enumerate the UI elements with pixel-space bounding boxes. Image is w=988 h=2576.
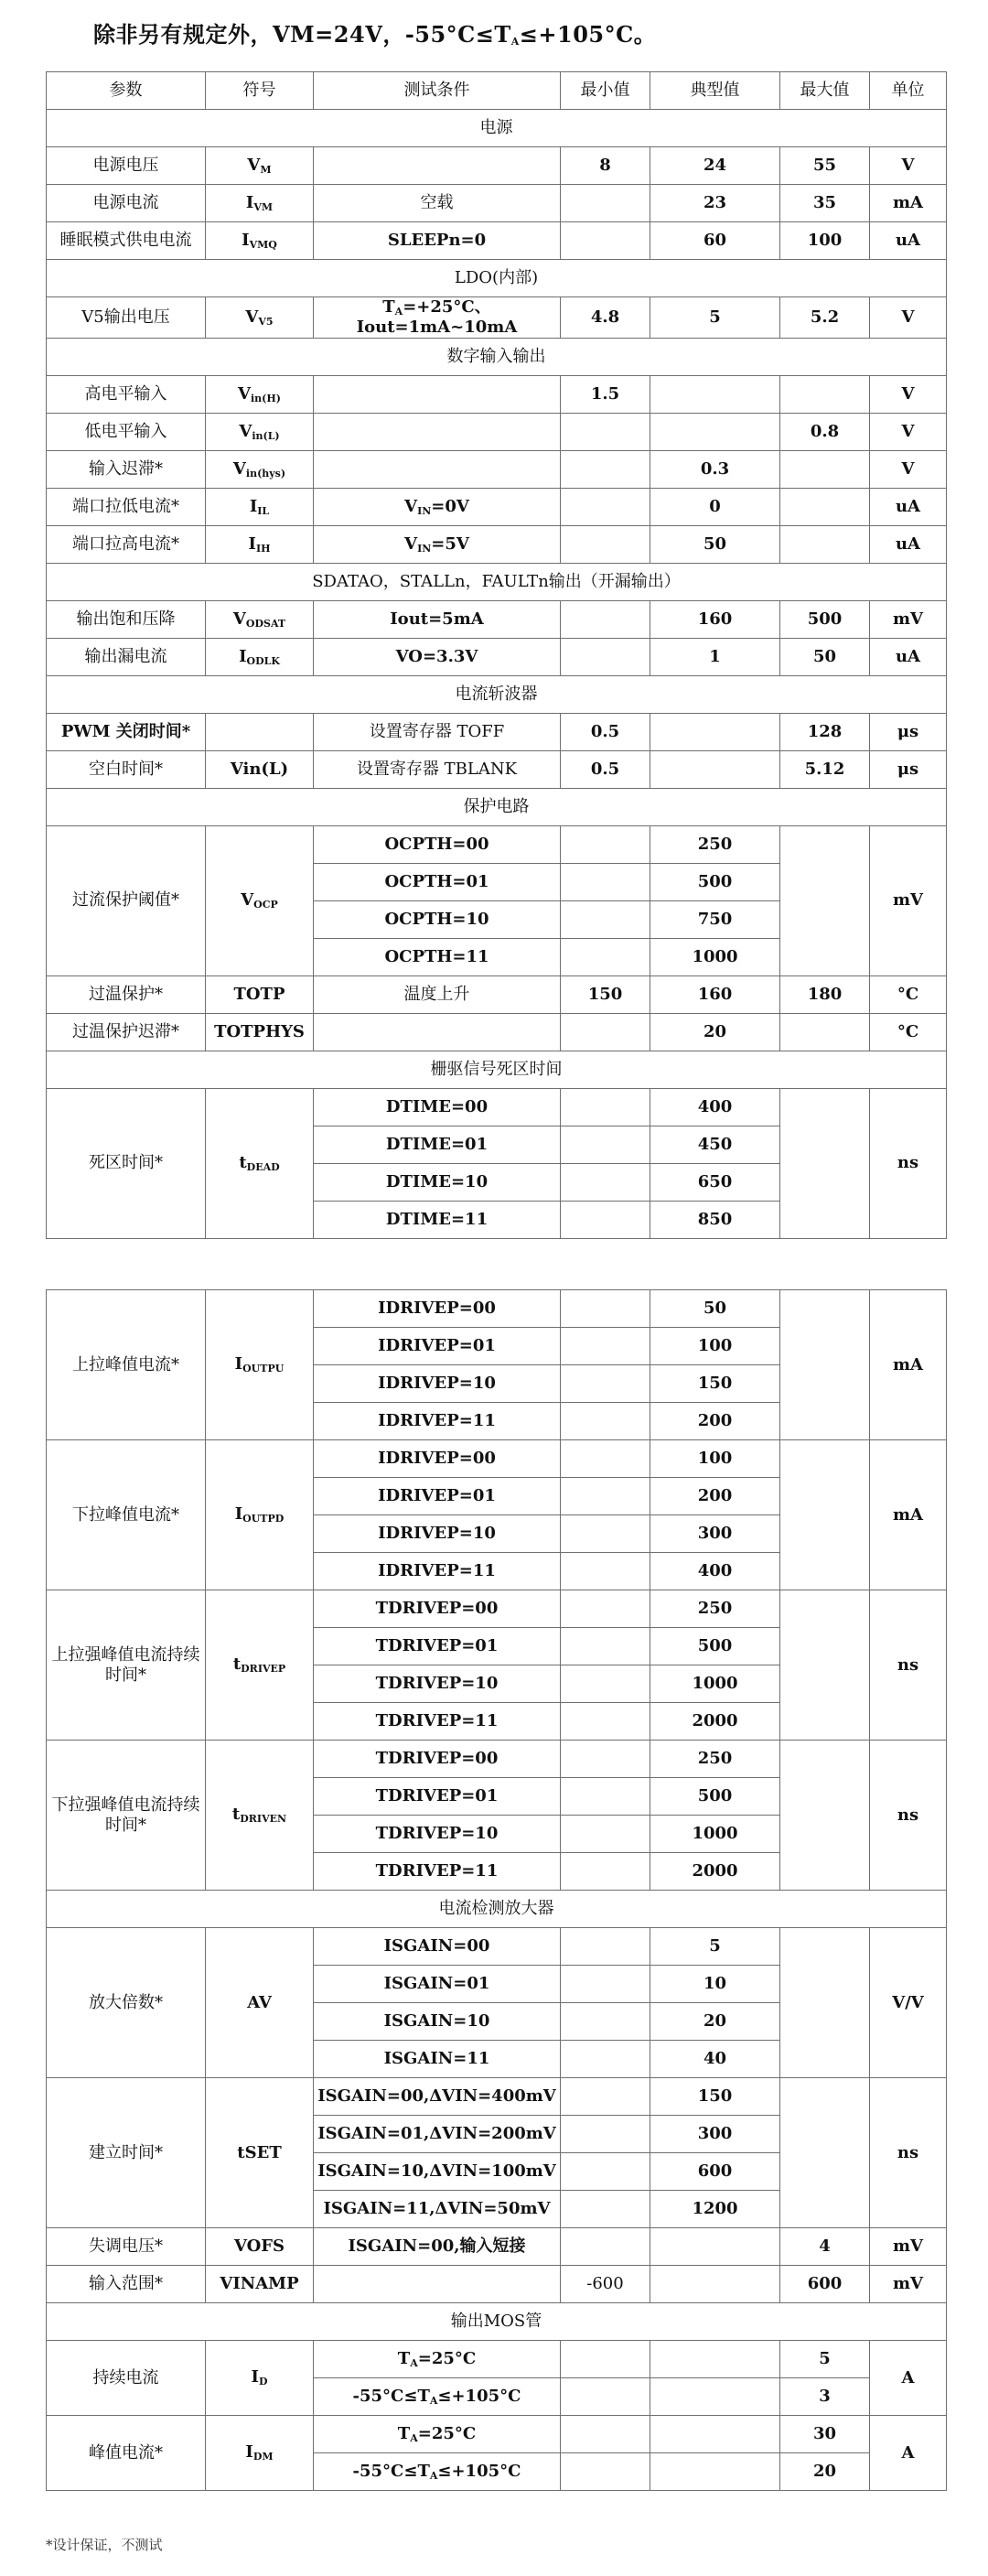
section-chopper: 电流斩波器 [47,675,947,713]
table-row: 过温保护迟滞* TOTPHYS 20 °C [47,1013,947,1051]
table-row: 输出漏电流 $I_{ODLK}$ VO=3.3V 1 50 uA [47,638,947,675]
table-row: 空白时间* Vin(L) 设置寄存器 TBLANK 0.5 5.12 μs [47,750,947,788]
table-row: 放大倍数* AV ISGAIN=00 5 V/V [47,1928,947,1966]
col-header-max: 最大值 [780,72,870,110]
table-row: 睡眠模式供电电流 $I_{VMQ}$ SLEEPn=0 60 100 uA [47,222,947,260]
col-header-condition: 测试条件 [314,72,561,110]
col-header-min: 最小值 [561,72,650,110]
table-row: 过温保护* TOTP 温度上升 150 160 180 °C [47,975,947,1013]
section-open-drain: SDATAO，STALLn，FAULTn输出（开漏输出） [47,563,947,600]
table-row: 下拉峰值电流* $I_{OUTPD}$ IDRIVEP=00 100 mA [47,1440,947,1478]
section-protection: 保护电路 [47,788,947,825]
table-row: 上拉强峰值电流持续时间* $t_{DRIVEP}$ TDRIVEP=00 250 ns [47,1590,947,1628]
table-row: 上拉峰值电流* $I_{OUTPU}$ IDRIVEP=00 50 mA [47,1290,947,1328]
table-row: 端口拉低电流* $I_{IL}$ $V_{IN}=0V$ 0 uA [47,488,947,525]
table-row: 端口拉高电流* $I_{IH}$ $V_{IN}=5V$ 50 uA [47,525,947,563]
table-row: 死区时间* $t_{DEAD}$ DTIME=00 400 ns [47,1088,947,1126]
table-row: 输出饱和压降 $V_{ODSAT}$ Iout=5mA 160 500 mV [47,600,947,638]
table-row: V5输出电压 $V_{V5}$ $T_A=+25^\circ C$、Iout=1mA~10mA 4.8 5 5.2 V [47,297,947,339]
section-ldo: LDO(内部) [47,260,947,297]
table-row: PWM 关闭时间* 设置寄存器 TOFF 0.5 128 μs [47,713,947,750]
footnote: *设计保证，不测试 [46,2537,163,2553]
col-header-param: 参数 [47,72,206,110]
table-row: 输入迟滞* $V_{in(hys)}$ 0.3 V [47,450,947,488]
cond-ta-25: $T_A=25^\circ C$ [314,2341,561,2378]
electrical-spec-table-part2: 上拉峰值电流* $I_{OUTPU}$ IDRIVEP=00 50 mA IDRIVEP=01 100 IDRIVEP=10 150 IDRIVEP=11 200 下拉峰值电流* $I_{OUTPD}$ IDRIVEP=00 100 mA IDRIVEP=01 200 IDRIVEP=10 300 IDRIVEP=11 400 上拉强峰值电流持续时间* $t_{DRIVEP}$ TDRIVEP=00 250 ns TDRIVEP=01 500 TDRIVEP=10 1000 TDRIVEP=11 2000 下拉强峰值电流持续时间* $t_{DRIVEN}$ TDRIVEP=00 250 ns TDRIVEP=01 500 TDRIVEP=10 1000 TDRIVEP=11 2000 电流检测放大器 放大倍数* AV ISGAIN=00 5 V/V ISGAIN=01 10 ISGAIN=10 20 ISGAIN=11 40 建立时间* tSET ISGAIN=00,ΔVIN=400mV 150 ns ISGAIN=01,ΔVIN=200mV 300 ISGAIN=10,ΔVIN=100mV 600 ISGAIN=11,ΔVIN=50mV 1200 失调电压* VOFS ISGAIN=00,输入短接 4 mV 输入范围* VINAMP -600 600 mV 输出MOS管 持续电流 $I_D$ $T_A=25^\circ C$ 5 A $-55^\circ C\le T_A\le+105^\circ C$ 3 峰值电流* $I_{DM}$ $T_A=25^\circ C$ 30 A $-55^\circ C\le T_A\le+105^\circ C$ 20 [46,1289,947,2491]
table-row: 输入范围* VINAMP -600 600 mV [47,2266,947,2303]
table-row: 失调电压* VOFS ISGAIN=00,输入短接 4 mV [47,2228,947,2266]
col-header-typ: 典型值 [650,72,780,110]
section-power: 电源 [47,110,947,147]
table-row: 下拉强峰值电流持续时间* $t_{DRIVEN}$ TDRIVEP=00 250 ns [47,1741,947,1778]
table-row: 建立时间* tSET ISGAIN=00,ΔVIN=400mV 150 ns [47,2078,947,2116]
section-output-mos: 输出MOS管 [47,2303,947,2341]
table-row: OCPTH=10 750 [47,900,947,938]
table-row: DTIME=10 650 [47,1163,947,1201]
table-row: 峰值电流* $I_{DM}$ $T_A=25^\circ C$ 30 A [47,2416,947,2453]
section-dead-time: 栅驱信号死区时间 [47,1051,947,1088]
table-row: 高电平输入 $V_{in(H)}$ 1.5 V [47,375,947,413]
table-row: OCPTH=11 1000 [47,938,947,975]
section-digital-io: 数字输入输出 [47,338,947,375]
electrical-spec-table-part1 [46,71,947,1239]
table-row: 电源电流 $I_{VM}$ 空载 23 35 mA [47,185,947,222]
table-row: 电源电压 $V_M$ 8 24 55 V [47,147,947,185]
col-header-symbol: 符号 [206,72,314,110]
table-row: $-55^\circ C\le T_A\le+105^\circ C$ 3 [47,2378,947,2416]
section-current-sense: 电流检测放大器 [47,1891,947,1928]
col-header-unit: 单位 [870,72,947,110]
table-row: 低电平输入 $V_{in(L)}$ 0.8 V [47,413,947,450]
table-row: DTIME=01 450 [47,1126,947,1163]
table-row: DTIME=11 850 [47,1201,947,1238]
table-row: $-55^\circ C\le T_A\le+105^\circ C$ 20 [47,2453,947,2491]
spec-condition-note: 除非另有规定外，VM=24V，$-55^\circ C\le T_A\le+105^\circ C$。 [93,21,657,48]
table-row: 持续电流 $I_D$ $T_A=25^\circ C$ 5 A [47,2341,947,2378]
table-header-row [47,72,947,110]
table-row: 过流保护阈值* $V_{OCP}$ OCPTH=00 250 mV [47,825,947,863]
table-row: OCPTH=01 500 [47,863,947,900]
